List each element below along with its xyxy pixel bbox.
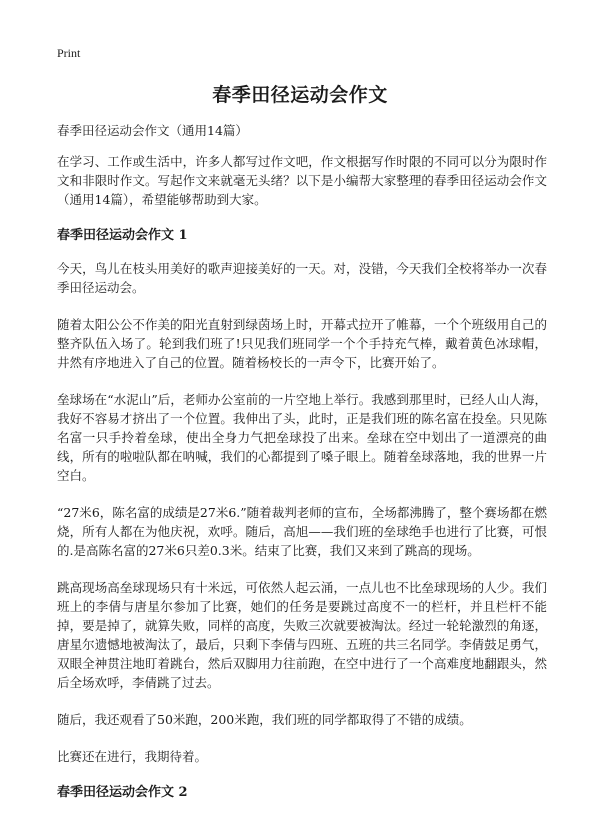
document-subtitle: 春季田径运动会作文（通用14篇） [57,123,248,138]
print-link[interactable]: Print [57,46,81,60]
body-paragraph: 跳高现场高垒球现场只有十米远，可依然人起云涌，一点儿也不比垒球现场的人少。我们班上的李倩与唐星尔参加了比赛，她们的任务是要跳过高度不一的栏杆，并且栏杆不能掉，要是掉了，就算失败，同样的高度，失败三次就要被淘汰。经过一轮轮激烈的角逐，唐星尔遗憾地被淘汰了，最后，只剩下李倩与四班、五班的共三名同学。李倩鼓足勇气，双眼全神贯注地盯着跳台，然后双脚用力往前跑，在空中进行了一个高难度地翻跟头，然后全场欢呼，李倩跳了过去。 [57,580,547,690]
body-paragraph: 垒球场在“水泥山”后，老师办公室前的一片空地上举行。我感到那里时，已经人山人海，我好不容易才挤出了一个位置。我伸出了头，此时，正是我们班的陈名富在投垒。只见陈名富一只手拎着垒球，使出全身力气把垒球投了出来。垒球在空中划出了一道漂亮的曲线，所有的啦啦队都在呐喊，我们的心都提到了嗓子眼上。随着垒球落地，我的世界一片空白。 [57,392,547,483]
body-paragraph: 今天，鸟儿在枝头用美好的歌声迎接美好的一天。对，没错，今天我们全校将举办一次春季田径运动会。 [57,261,547,295]
intro-paragraph: 在学习、工作或生活中，许多人都写过作文吧，作文根据写作时限的不同可以分为限时作文和非限时作文。写起作文来就毫无头绪？以下是小编帮大家整理的春季田径运动会作文（通用14篇），希望能够帮助到大家。 [57,154,547,207]
document-body [57,152,547,816]
body-paragraph: 比赛还在进行，我期待着。 [57,749,208,764]
document-title: 春季田径运动会作文 [212,84,388,106]
section-heading: 春季田径运动会作文 1 [57,228,188,243]
section-heading: 春季田径运动会作文 2 [57,785,188,800]
body-paragraph: 随后，我还观看了50米跑，200米跑，我们班的同学都取得了不错的成绩。 [57,712,472,727]
body-paragraph: “27米6，陈名富的成绩是27米6.”随着裁判老师的宣布，全场都沸腾了，整个赛场都在燃烧，所有人都在为他庆祝，欢呼。随后，高旭——我们班的垒球绝手也进行了比赛，可恨的.是高陈名富的27米6只差0.3米。结束了比赛，我们又来到了跳高的现场。 [57,505,547,558]
body-paragraph: 随着太阳公公不作美的阳光直射到绿茵场上时，开幕式拉开了帷幕，一个个班级用自己的整齐队伍入场了。轮到我们班了!只见我们班同学一个个手持充气棒，戴着黄色冰球帽，井然有序地进入了自己的位置。随着杨校长的一声令下，比赛开始了。 [57,317,547,370]
